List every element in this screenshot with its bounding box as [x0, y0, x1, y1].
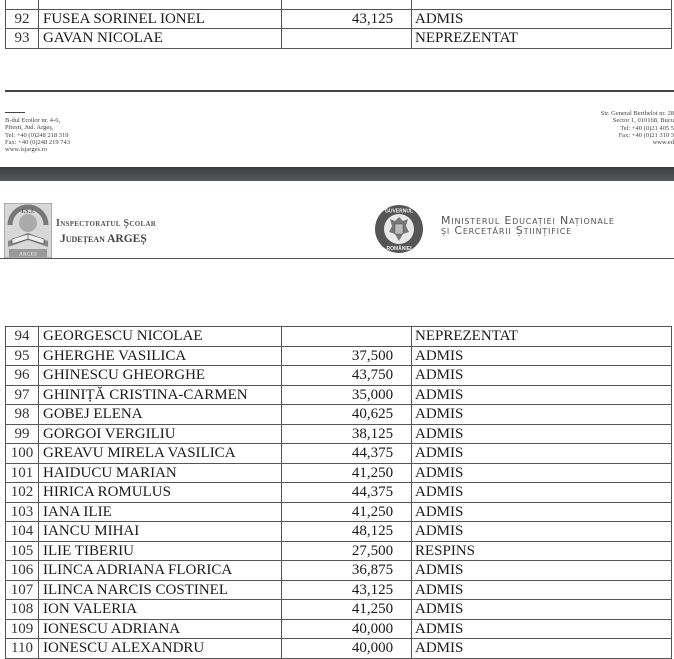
row-number: 110: [6, 639, 39, 659]
row-name: GHINESCU GHEORGHE: [39, 366, 282, 386]
row-score: 43,750: [282, 366, 412, 386]
footer-website-link[interactable]: www.ed: [652, 139, 674, 147]
row-name: GOBEJ ELENA: [39, 405, 282, 425]
row-number: 98: [6, 405, 39, 425]
ministry-title-line1: Ministerul Educației Naționale: [441, 214, 615, 227]
row-score: 41,250: [282, 600, 412, 620]
table-row: [6, 600, 672, 620]
row-number: 107: [6, 580, 39, 600]
row-number: 103: [6, 502, 39, 522]
table-row: [6, 385, 672, 405]
table-row: [6, 463, 672, 483]
government-seal-icon: [374, 204, 424, 254]
row-score: 27,500: [282, 541, 412, 561]
row-score: 43,125: [282, 580, 412, 600]
row-score: 36,875: [282, 561, 412, 581]
row-status: ADMIS: [412, 463, 672, 483]
row-number: 92: [6, 9, 39, 29]
footer-line: Pitești, Jud. Argeș,: [5, 124, 54, 132]
row-score: 37,500: [282, 346, 412, 366]
row-score: 44,375: [282, 483, 412, 503]
table-row: [6, 639, 672, 659]
row-number: 106: [6, 561, 39, 581]
row-name: HAIDUCU MARIAN: [39, 463, 282, 483]
row-number: 108: [6, 600, 39, 620]
row-score: 48,125: [282, 522, 412, 542]
row-score: 41,250: [282, 502, 412, 522]
row-status: ADMIS: [412, 483, 672, 503]
row-score: 40,000: [282, 639, 412, 659]
footer-address-isj: [5, 112, 70, 153]
footer-dash: [5, 112, 25, 113]
row-name: GEORGESCU NICOLAE: [39, 327, 282, 347]
row-score: [282, 0, 412, 9]
logo-text-isj: I.S.J.: [21, 209, 35, 215]
row-status: NEPREZENTAT: [412, 327, 672, 347]
row-number: 105: [6, 541, 39, 561]
row-name: HIRICA ROMULUS: [39, 483, 282, 503]
table-row: [6, 619, 672, 639]
table-row: [6, 424, 672, 444]
seal-text-bottom: ROMÂNIEI: [386, 246, 412, 252]
row-number: 95: [6, 346, 39, 366]
table-row: [6, 366, 672, 386]
footer-address-ministry: [601, 110, 674, 146]
row-status: ADMIS: [412, 639, 672, 659]
footer-website-link[interactable]: www.isjarges.ro: [5, 146, 48, 154]
footer-line: Fax: +40 (0)248 219 743: [5, 138, 71, 146]
table-row: [6, 405, 672, 425]
row-number: 94: [6, 327, 39, 347]
row-status: ADMIS: [412, 522, 672, 542]
seal-text-top: GUVERNUL: [384, 208, 414, 215]
row-status: ADMIS: [412, 385, 672, 405]
header-divider: [0, 258, 674, 259]
row-name: IANCU MIHAI: [39, 522, 282, 542]
row-number: 97: [6, 385, 39, 405]
row-name: GORGOI VERGILIU: [39, 424, 282, 444]
row-status: ADMIS: [412, 561, 672, 581]
row-name: GHERGHE VASILICA: [39, 346, 282, 366]
table-row: [6, 346, 672, 366]
table-row: [6, 444, 672, 464]
row-status: ADMIS: [412, 502, 672, 522]
logo-text-arges: ARGEȘ: [18, 251, 38, 258]
table-row: [6, 327, 672, 347]
row-name: GAVAN NICOLAE: [39, 29, 282, 49]
row-score: [282, 327, 412, 347]
row-status: ADMIS: [412, 619, 672, 639]
table-row: [6, 0, 672, 9]
table-row: [6, 483, 672, 503]
row-status: NEPREZENTAT: [412, 29, 672, 49]
page-separator: [0, 167, 674, 181]
table-row: [6, 9, 672, 29]
footer-line: Str. General Berthelot nr. 28: [600, 110, 674, 117]
row-name: IONESCU ALEXANDRU: [39, 639, 282, 659]
row-number: 109: [6, 619, 39, 639]
row-status: ADMIS: [412, 424, 672, 444]
row-score: 38,125: [282, 424, 412, 444]
row-status: ADMIS: [412, 600, 672, 620]
row-number: 99: [6, 424, 39, 444]
isj-title-line1: Inspectoratul Școlar: [56, 218, 157, 229]
footer-line: Sector 1, 010168, Bucu: [612, 117, 674, 125]
row-score: 35,000: [282, 385, 412, 405]
row-status: ADMIS: [412, 9, 672, 29]
row-score: 40,000: [282, 619, 412, 639]
footer-line: B-dul Eroilor nr. 4-6,: [5, 117, 61, 124]
row-score: 44,375: [282, 444, 412, 464]
row-name: ILIE TIBERIU: [39, 541, 282, 561]
row-status: [412, 0, 672, 9]
ministry-title: [441, 216, 615, 236]
isj-title-line2: Județean ARGEȘ: [60, 233, 147, 245]
isj-arges-logo: [4, 203, 52, 258]
row-status: ADMIS: [412, 580, 672, 600]
row-number: 102: [6, 483, 39, 503]
results-table: [5, 326, 672, 659]
row-status: ADMIS: [412, 444, 672, 464]
footer-line: Fax: +40 (0)21 310 3: [618, 131, 674, 139]
table-row: [6, 29, 672, 49]
row-name: GREAVU MIRELA VASILICA: [39, 444, 282, 464]
row-name: ILINCA ADRIANA FLORICA: [39, 561, 282, 581]
row-status: ADMIS: [412, 405, 672, 425]
row-score: 43,125: [282, 9, 412, 29]
row-name: [39, 0, 282, 9]
row-number: 100: [6, 444, 39, 464]
row-number: 96: [6, 366, 39, 386]
footer-divider: [5, 90, 674, 92]
results-table-previous-page: [5, 0, 672, 49]
table-row: [6, 580, 672, 600]
row-number: [6, 0, 39, 9]
row-name: FUSEA SORINEL IONEL: [39, 9, 282, 29]
row-score: 41,250: [282, 463, 412, 483]
table-row: [6, 522, 672, 542]
row-score: [282, 29, 412, 49]
footer-line: Tel: +40 (0)248 218 319: [5, 131, 69, 139]
table-row: [6, 561, 672, 581]
table-row: [6, 502, 672, 522]
table-row: [6, 541, 672, 561]
row-number: 104: [6, 522, 39, 542]
row-name: GHINIȚĂ CRISTINA-CARMEN: [39, 385, 282, 405]
row-status: RESPINS: [412, 541, 672, 561]
ministry-title-line2: și Cercetării Științifice: [441, 224, 573, 237]
row-name: ION VALERIA: [39, 600, 282, 620]
row-number: 101: [6, 463, 39, 483]
row-status: ADMIS: [412, 346, 672, 366]
row-score: 40,625: [282, 405, 412, 425]
footer-line: Tel: +40 (0)21 405 5: [620, 124, 674, 132]
row-name: IONESCU ADRIANA: [39, 619, 282, 639]
row-name: IANA ILIE: [39, 502, 282, 522]
row-number: 93: [6, 29, 39, 49]
row-status: ADMIS: [412, 366, 672, 386]
row-name: ILINCA NARCIS COSTINEL: [39, 580, 282, 600]
